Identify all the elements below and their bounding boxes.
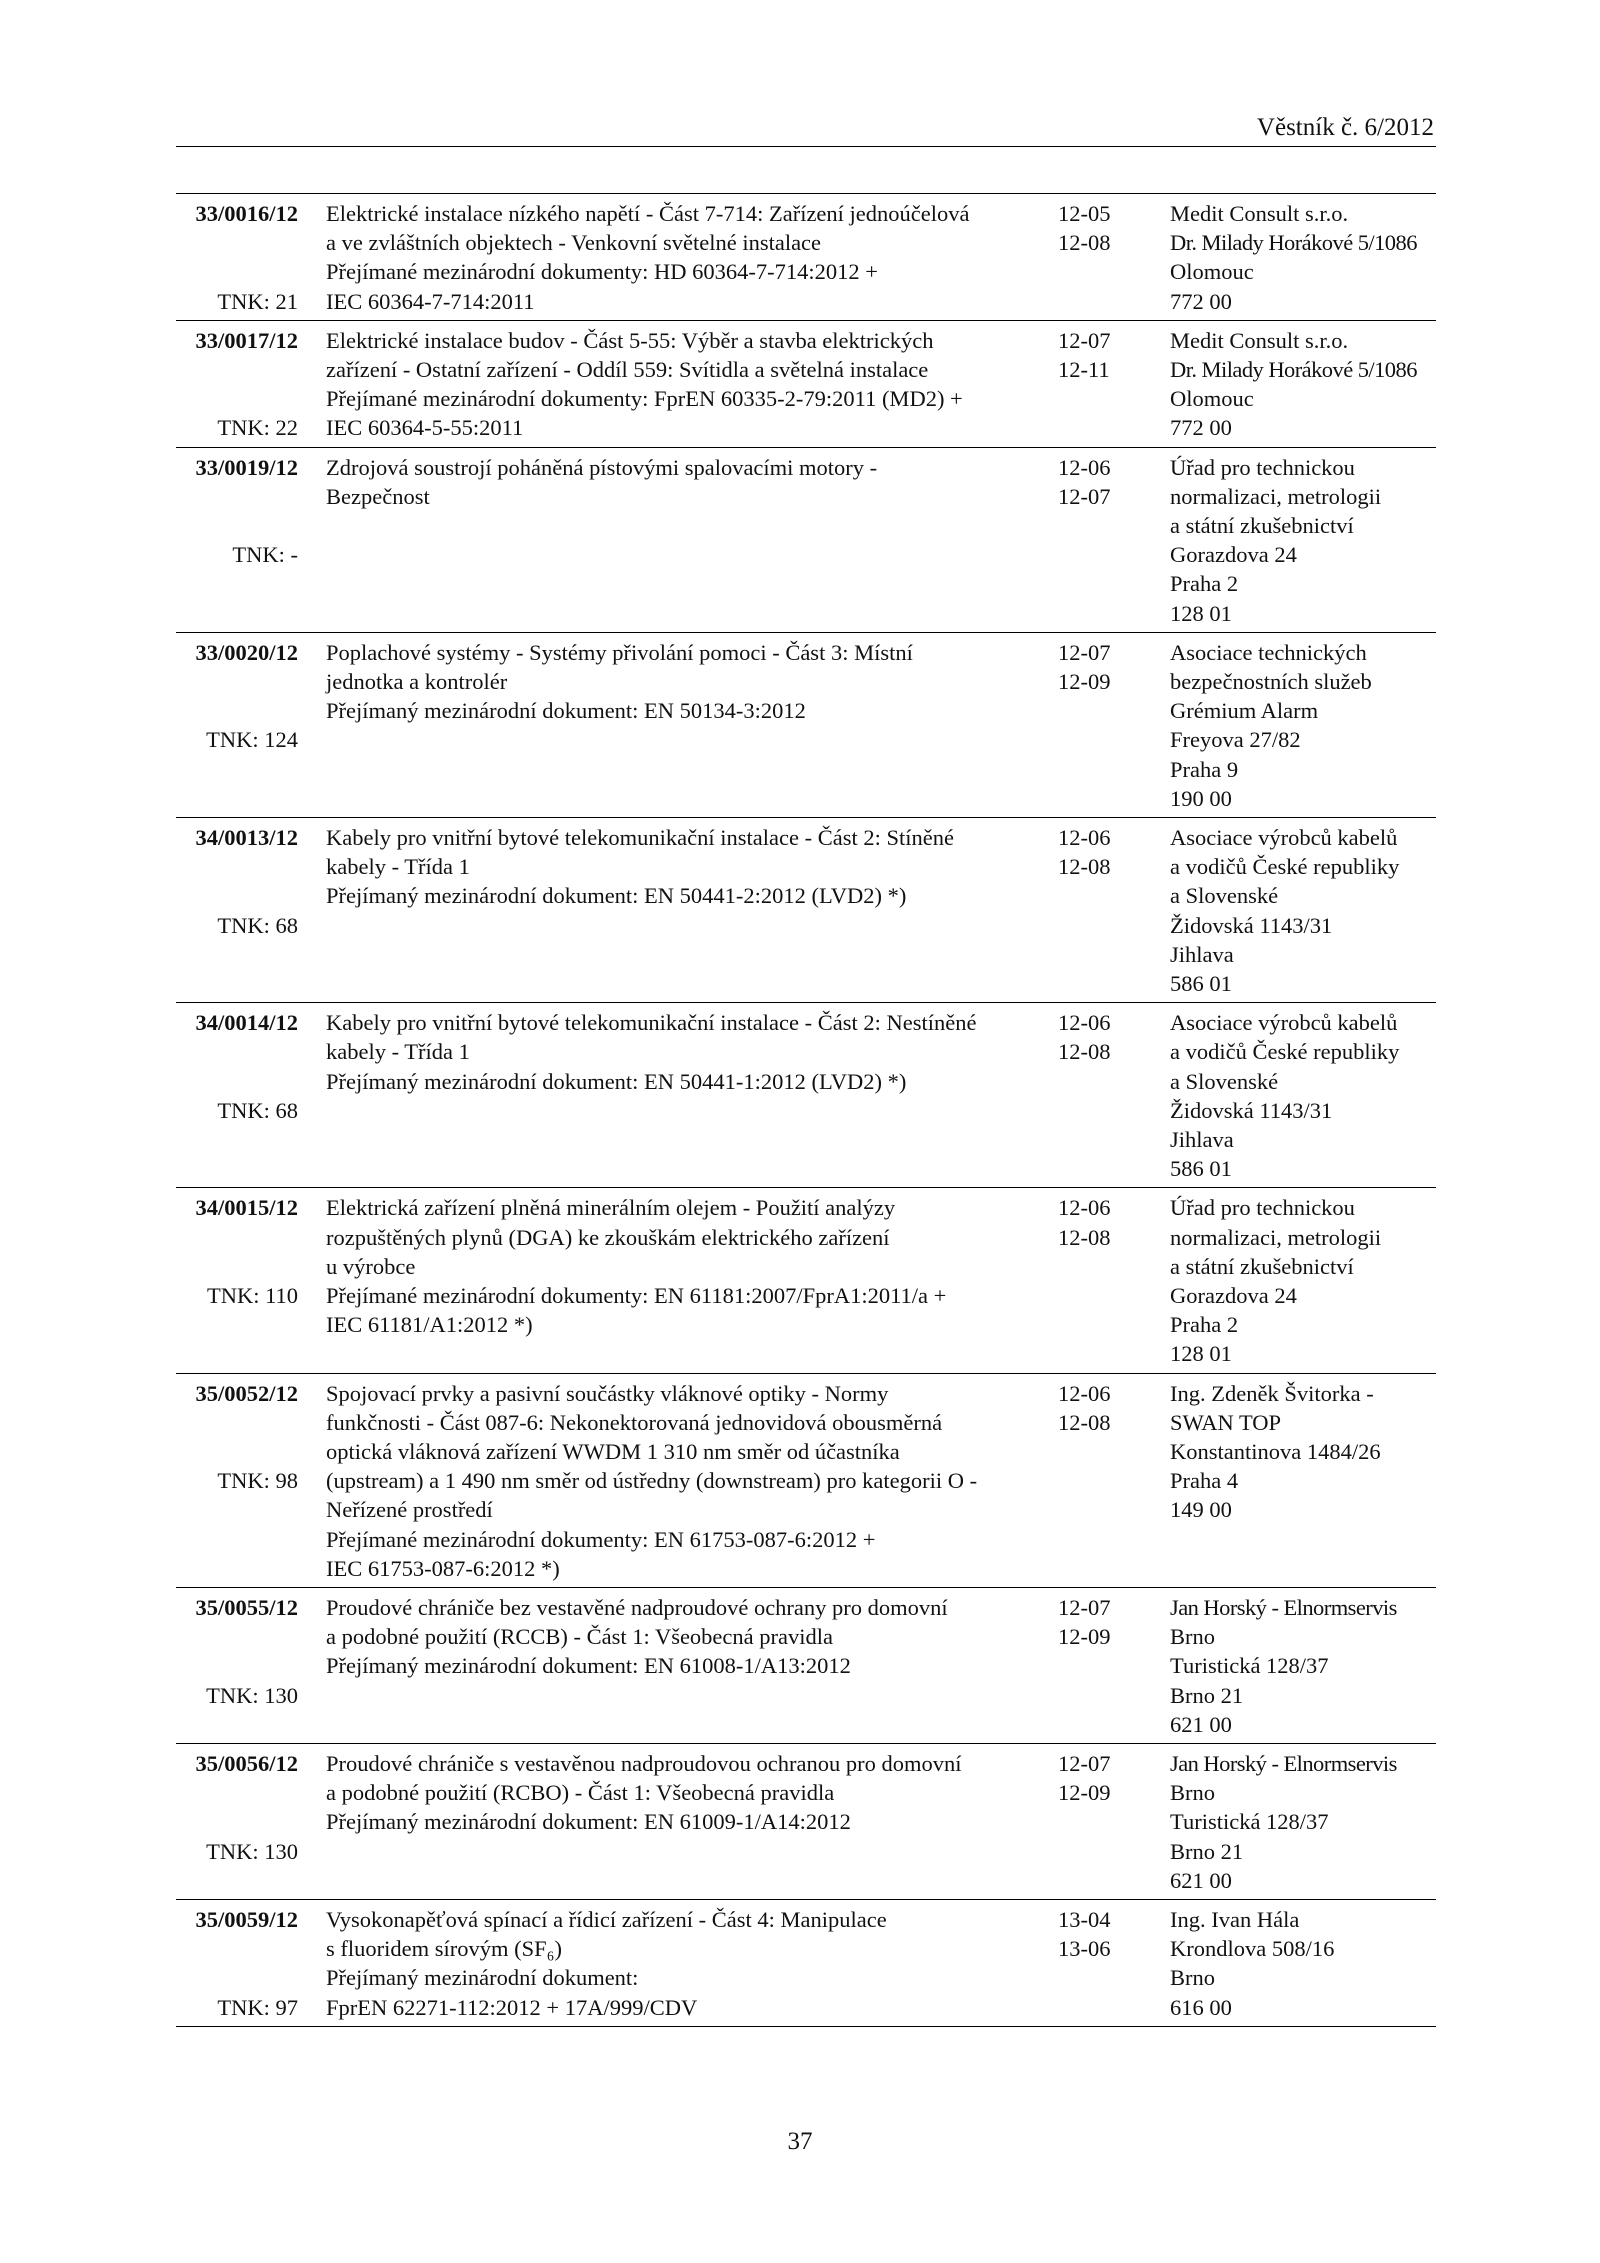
title-column [326, 638, 1046, 726]
address-line: 128 01 [1170, 600, 1232, 626]
dates-column [1058, 326, 1148, 384]
document-number: 33/0020/12 [195, 639, 298, 665]
title-column [326, 453, 1046, 511]
address-column [1170, 1008, 1440, 1183]
tnk-number: TNK: 98 [217, 1468, 298, 1494]
address-line: Dr. Milady Horákové 5/1086 [1170, 230, 1417, 256]
journal-issue-header: Věstník č. 6/2012 [1256, 114, 1434, 141]
title-column [326, 199, 1046, 316]
address-line: 190 00 [1170, 785, 1232, 811]
title-line: a podobné použití (RCCB) - Část 1: Všeobecná pravidla [326, 1624, 833, 1650]
tnk-number: TNK: 97 [217, 1994, 298, 2020]
tnk-number: TNK: 124 [206, 727, 298, 753]
document-number: 33/0016/12 [195, 201, 298, 226]
address-column [1170, 1379, 1440, 1525]
address-line: 772 00 [1170, 415, 1232, 441]
document-number: 34/0014/12 [195, 1010, 298, 1036]
tnk-number: TNK: 130 [206, 1682, 298, 1708]
tnk-number: TNK: 110 [206, 1282, 298, 1308]
address-line: Freyova 27/82 [1170, 727, 1301, 753]
title-line: Spojovací prvky a pasivní součástky vláknové optiky - Normy [326, 1380, 889, 1406]
address-line: Židovská 1143/31 [1170, 912, 1333, 938]
title-line: IEC 61181/A1:2012 *) [326, 1312, 533, 1338]
address-line: Gorazdova 24 [1170, 542, 1297, 568]
document-number: 33/0017/12 [195, 327, 298, 353]
address-line: Praha 9 [1170, 756, 1239, 782]
address-line: a vodičů České republiky [1170, 1039, 1400, 1065]
address-line: Turistická 128/37 [1170, 1653, 1329, 1679]
address-line: bezpečnostních služeb [1170, 668, 1372, 694]
title-column [326, 823, 1046, 911]
document-number: 35/0056/12 [195, 1750, 298, 1776]
title-line: a ve zvláštních objektech - Venkovní světelné instalace [326, 230, 822, 256]
title-line: Přejímaný mezinárodní dokument: [326, 1965, 639, 1991]
dates-column [1058, 1593, 1148, 1651]
address-line: a státní zkušebnictví [1170, 513, 1354, 538]
date-line: 12-07 [1058, 1750, 1111, 1776]
address-line: Brno 21 [1170, 1838, 1244, 1864]
address-column [1170, 823, 1440, 998]
table-row [176, 1003, 1436, 1188]
date-line: 12-09 [1058, 1624, 1111, 1650]
title-column [326, 1193, 1046, 1339]
dates-column [1058, 1193, 1148, 1251]
address-line: Praha 4 [1170, 1468, 1239, 1494]
address-line: Asociace technických [1170, 639, 1367, 665]
date-line: 12-09 [1058, 668, 1111, 694]
title-line: Zdrojová soustrojí poháněná pístovými spalovacími motory - [326, 454, 878, 480]
address-column [1170, 199, 1440, 316]
header-rule [176, 146, 1436, 147]
date-line: 12-11 [1058, 357, 1110, 382]
title-column [326, 1593, 1046, 1681]
title-line: IEC 61753-087-6:2012 *) [326, 1555, 560, 1581]
address-line: 586 01 [1170, 970, 1232, 996]
document-number: 35/0055/12 [195, 1594, 298, 1620]
date-line: 12-07 [1058, 327, 1111, 353]
date-line: 12-06 [1058, 1195, 1111, 1221]
title-line: Přejímané mezinárodní dokumenty: FprEN 60335-2-79:2011 (MD2) + [326, 386, 963, 412]
address-line: 149 00 [1170, 1497, 1232, 1523]
address-line: Gorazdova 24 [1170, 1282, 1297, 1308]
address-line: Asociace výrobců kabelů [1170, 1010, 1398, 1036]
title-line: Kabely pro vnitřní bytové telekomunikační instalace - Část 2: Stíněné [326, 824, 954, 850]
address-line: Olomouc [1170, 386, 1254, 412]
title-line: Elektrická zařízení plněná minerálním olejem - Použití analýzy [326, 1195, 896, 1221]
date-line: 12-08 [1058, 854, 1111, 880]
title-column [326, 1379, 1046, 1583]
address-line: Jihlava [1170, 1126, 1234, 1152]
title-line: s fluoridem sírovým (SF₆) [326, 1936, 562, 1962]
address-line: normalizaci, metrologii [1170, 1224, 1382, 1250]
dates-column [1058, 199, 1148, 257]
title-line: Přejímané mezinárodní dokumenty: EN 61181:2007/FprA1:2011/a + [326, 1282, 947, 1308]
table-row [176, 1188, 1436, 1373]
title-column [326, 1749, 1046, 1837]
dates-column [1058, 453, 1148, 511]
title-line: Přejímaný mezinárodní dokument: EN 50134-3:2012 [326, 698, 806, 724]
date-line: 13-04 [1058, 1906, 1111, 1932]
address-line: normalizaci, metrologii [1170, 483, 1382, 509]
table-row [176, 1744, 1436, 1900]
title-line: Vysokonapěťová spínací a řídicí zařízení - Část 4: Manipulace [326, 1906, 887, 1932]
date-line: 12-06 [1058, 1380, 1111, 1406]
address-line: SWAN TOP [1170, 1409, 1282, 1435]
address-line: 586 01 [1170, 1156, 1232, 1182]
date-line: 12-08 [1058, 1409, 1111, 1435]
address-column [1170, 453, 1440, 628]
address-line: Konstantinova 1484/26 [1170, 1438, 1381, 1464]
title-line: Kabely pro vnitřní bytové telekomunikační instalace - Část 2: Nestíněné [326, 1010, 977, 1036]
table-row [176, 818, 1436, 1003]
address-line: Asociace výrobců kabelů [1170, 824, 1398, 850]
address-line: 616 00 [1170, 1994, 1232, 2020]
title-line: optická vláknová zařízení WWDM 1 310 nm směr od účastníka [326, 1438, 900, 1464]
address-line: 772 00 [1170, 288, 1232, 314]
address-line: Brno [1170, 1780, 1215, 1806]
title-line: jednotka a kontrolér [326, 668, 508, 694]
address-line: Praha 2 [1170, 1312, 1239, 1338]
date-line: 12-09 [1058, 1780, 1111, 1806]
table-row [176, 448, 1436, 633]
date-line: 12-07 [1058, 483, 1111, 509]
title-line: Přejímané mezinárodní dokumenty: HD 60364-7-714:2012 + [326, 259, 878, 285]
date-line: 12-08 [1058, 1039, 1111, 1065]
address-column [1170, 326, 1440, 443]
dates-column [1058, 1905, 1148, 1963]
address-column [1170, 638, 1440, 813]
address-column [1170, 1193, 1440, 1368]
title-line: Přejímané mezinárodní dokumenty: EN 61753-087-6:2012 + [326, 1526, 876, 1552]
title-line: IEC 60364-5-55:2011 [326, 415, 524, 441]
document-number: 34/0015/12 [195, 1195, 298, 1221]
title-line: Přejímaný mezinárodní dokument: EN 50441-1:2012 (LVD2) *) [326, 1068, 907, 1094]
title-column [326, 1905, 1046, 2022]
title-line: IEC 60364-7-714:2011 [326, 288, 535, 314]
title-line: Přejímaný mezinárodní dokument: EN 50441-2:2012 (LVD2) *) [326, 883, 907, 909]
address-line: Medit Consult s.r.o. [1170, 327, 1349, 353]
title-line: funkčnosti - Část 087-6: Nekonektorovaná jednovidová obousměrná [326, 1409, 943, 1435]
address-line: Ing. Zdeněk Švitorka - [1170, 1380, 1374, 1406]
date-line: 12-06 [1058, 1010, 1111, 1036]
title-line: (upstream) a 1 490 nm směr od ústředny (downstream) pro kategorii O - [326, 1468, 978, 1494]
title-line: Přejímaný mezinárodní dokument: EN 61008-1/A13:2012 [326, 1653, 851, 1679]
title-line: Neřízené prostředí [326, 1497, 493, 1523]
title-line: Přejímaný mezinárodní dokument: EN 61009-1/A14:2012 [326, 1809, 851, 1835]
date-line: 12-08 [1058, 230, 1111, 256]
address-column [1170, 1749, 1440, 1895]
address-line: 621 00 [1170, 1867, 1232, 1893]
date-line: 12-06 [1058, 454, 1111, 480]
tnk-number: TNK: 130 [206, 1838, 298, 1864]
tnk-number: TNK: 21 [217, 288, 298, 314]
address-line: Brno [1170, 1624, 1215, 1650]
date-line: 13-06 [1058, 1936, 1111, 1962]
table-row [176, 633, 1436, 818]
date-line: 12-07 [1058, 639, 1111, 665]
table-row [176, 1588, 1436, 1744]
title-line: Poplachové systémy - Systémy přivolání pomoci - Část 3: Místní [326, 639, 913, 665]
dates-column [1058, 1379, 1148, 1437]
address-line: Úřad pro technickou [1170, 1195, 1355, 1221]
address-line: Brno [1170, 1965, 1215, 1991]
document-number: 35/0059/12 [195, 1906, 298, 1932]
address-line: a vodičů České republiky [1170, 854, 1400, 880]
address-line: Medit Consult s.r.o. [1170, 201, 1349, 226]
document-number: 34/0013/12 [195, 824, 298, 850]
date-line: 12-05 [1058, 201, 1111, 226]
tnk-number: TNK: 68 [217, 1097, 298, 1123]
table-row [176, 1374, 1436, 1588]
date-line: 12-07 [1058, 1594, 1111, 1620]
table-row [176, 321, 1436, 448]
title-line: u výrobce [326, 1253, 416, 1279]
title-column [326, 326, 1046, 443]
title-line: Proudové chrániče s vestavěnou nadproudovou ochranou pro domovní [326, 1750, 962, 1776]
address-line: Olomouc [1170, 259, 1254, 285]
title-line: a podobné použití (RCBO) - Část 1: Všeobecná pravidla [326, 1780, 835, 1806]
dates-column [1058, 638, 1148, 696]
dates-column [1058, 823, 1148, 881]
table-row [176, 1900, 1436, 2027]
address-line: Jan Horský - Elnormservis [1170, 1750, 1397, 1776]
title-line: FprEN 62271-112:2012 + 17A/999/CDV [326, 1994, 698, 2020]
address-line: a státní zkušebnictví [1170, 1253, 1354, 1279]
tnk-number: TNK: 22 [217, 415, 298, 441]
date-line: 12-06 [1058, 824, 1111, 850]
address-line: Židovská 1143/31 [1170, 1097, 1333, 1123]
tnk-number: TNK: 68 [217, 912, 298, 938]
address-line: Praha 2 [1170, 571, 1239, 597]
date-line: 12-08 [1058, 1224, 1111, 1250]
document-number: 33/0019/12 [195, 454, 298, 480]
address-column [1170, 1905, 1440, 2022]
document-number: 35/0052/12 [195, 1380, 298, 1406]
title-line: Elektrické instalace budov - Část 5-55: Výběr a stavba elektrických [326, 327, 934, 353]
address-line: Jihlava [1170, 941, 1234, 967]
title-line: kabely - Třída 1 [326, 854, 470, 880]
table-row [176, 194, 1436, 321]
address-line: Krondlova 508/16 [1170, 1936, 1335, 1962]
title-column [326, 1008, 1046, 1096]
tnk-number: TNK: - [232, 542, 298, 568]
page-number: 37 [787, 2128, 813, 2155]
address-column [1170, 1593, 1440, 1739]
address-line: Úřad pro technickou [1170, 454, 1355, 480]
address-line: Brno 21 [1170, 1682, 1244, 1708]
address-line: Jan Horský - Elnormservis [1170, 1594, 1397, 1620]
address-line: a Slovenské [1170, 883, 1279, 909]
address-line: Turistická 128/37 [1170, 1809, 1329, 1835]
address-line: Ing. Ivan Hála [1170, 1906, 1300, 1932]
title-line: Bezpečnost [326, 483, 430, 509]
title-line: Elektrické instalace nízkého napětí - Část 7-714: Zařízení jednoúčelová [326, 201, 970, 226]
address-line: a Slovenské [1170, 1068, 1279, 1094]
address-line: 621 00 [1170, 1711, 1232, 1737]
title-line: zařízení - Ostatní zařízení - Oddíl 559: Svítidla a světelná instalace [326, 357, 929, 382]
title-line: Proudové chrániče bez vestavěné nadproudové ochrany pro domovní [326, 1594, 948, 1620]
dates-column [1058, 1749, 1148, 1807]
title-line: kabely - Třída 1 [326, 1039, 470, 1065]
standards-table [176, 193, 1436, 2027]
title-line: rozpuštěných plynů (DGA) ke zkouškám elektrického zařízení [326, 1224, 890, 1250]
dates-column [1058, 1008, 1148, 1066]
address-line: 128 01 [1170, 1341, 1232, 1367]
address-line: Grémium Alarm [1170, 698, 1319, 724]
address-line: Dr. Milady Horákové 5/1086 [1170, 357, 1417, 382]
